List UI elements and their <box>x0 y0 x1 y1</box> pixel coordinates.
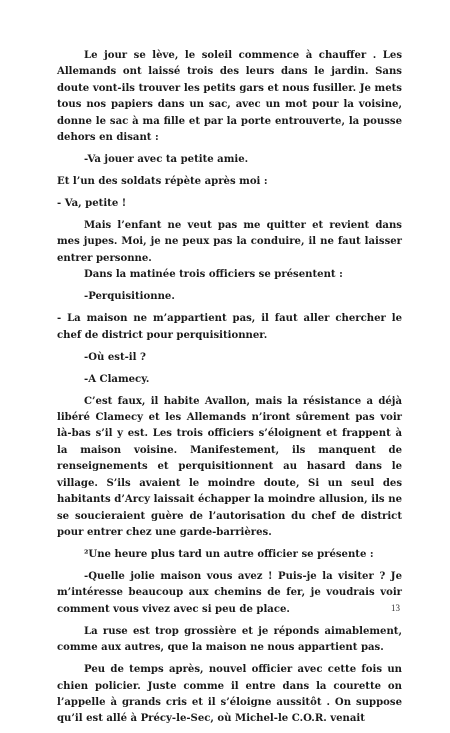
paragraph: -Perquisitionne. <box>84 291 175 303</box>
paragraph: C’est faux, il habite Avallon, mais la résistance a déjà libéré Clamecy et les Allemands n’iront sûrement pas voir là-bas s’il y est. Les trois officiers s’éloignent et frappent à la maison voisine. Manifestement, ils manquent de renseignements et perquisitionnent au hasard dans le village. S’ils avaient le moindre doute, Si un seul des habitants d’Arcy laissait échapper la moindre allusion, ils ne se soucieraient guère de l’autorisation du chef de district pour entrer chez une garde-barrières. <box>57 395 402 538</box>
paragraph: Dans la matinée trois officiers se présentent : <box>84 269 343 281</box>
paragraph: -A Clamecy. <box>84 373 150 385</box>
paragraph: -Où est-il ? <box>84 351 146 363</box>
paragraph: - La maison ne m’appartient pas, il faut aller chercher le chef de district pour perquisitionner. <box>57 313 402 341</box>
paragraph: -Quelle jolie maison vous avez ! Puis-je la visiter ? Je m’intéresse beaucoup aux chemins de fer, je voudrais voir comment vous vivez avec si peu de place. <box>57 570 402 615</box>
document-page <box>57 48 402 733</box>
paragraph: Peu de temps après, nouvel officier avec cette fois un chien policier. Juste comme il entre dans la courette on l’appelle à grands cris et il s’éloigne aussitôt . On suppose qu’il est allé à Précy-le-Sec, où Michel-le C.O.R. venait <box>57 664 402 725</box>
paragraph: Mais l’enfant ne veut pas me quitter et revient dans mes jupes. Moi, je ne peux pas la conduire, il ne faut laisser entrer personne. <box>57 220 402 264</box>
paragraph: Le jour se lève, le soleil commence à chauffer . Les Allemands ont laissé trois des leurs dans le jardin. Sans doute vont-ils trouver les petits gars et nous fusiller. Je mets tous nos papiers dans un sac, avec un mot pour la voisine, donne le sac à ma fille et par la porte entrouverte, la pousse dehors en disant : <box>57 50 402 144</box>
paragraph: - Va, petite ! <box>57 198 127 210</box>
paragraph: La ruse est trop grossière et je réponds aimablement, comme aux autres, que la maison ne nous appartient pas. <box>57 625 402 654</box>
paragraph: -Va jouer avec ta petite amie. <box>84 154 249 166</box>
paragraph: ²Une heure plus tard un autre officier se présente : <box>84 548 374 560</box>
paragraph: Et l’un des soldats répète après moi : <box>57 176 268 188</box>
page-number: 13 <box>391 603 400 613</box>
